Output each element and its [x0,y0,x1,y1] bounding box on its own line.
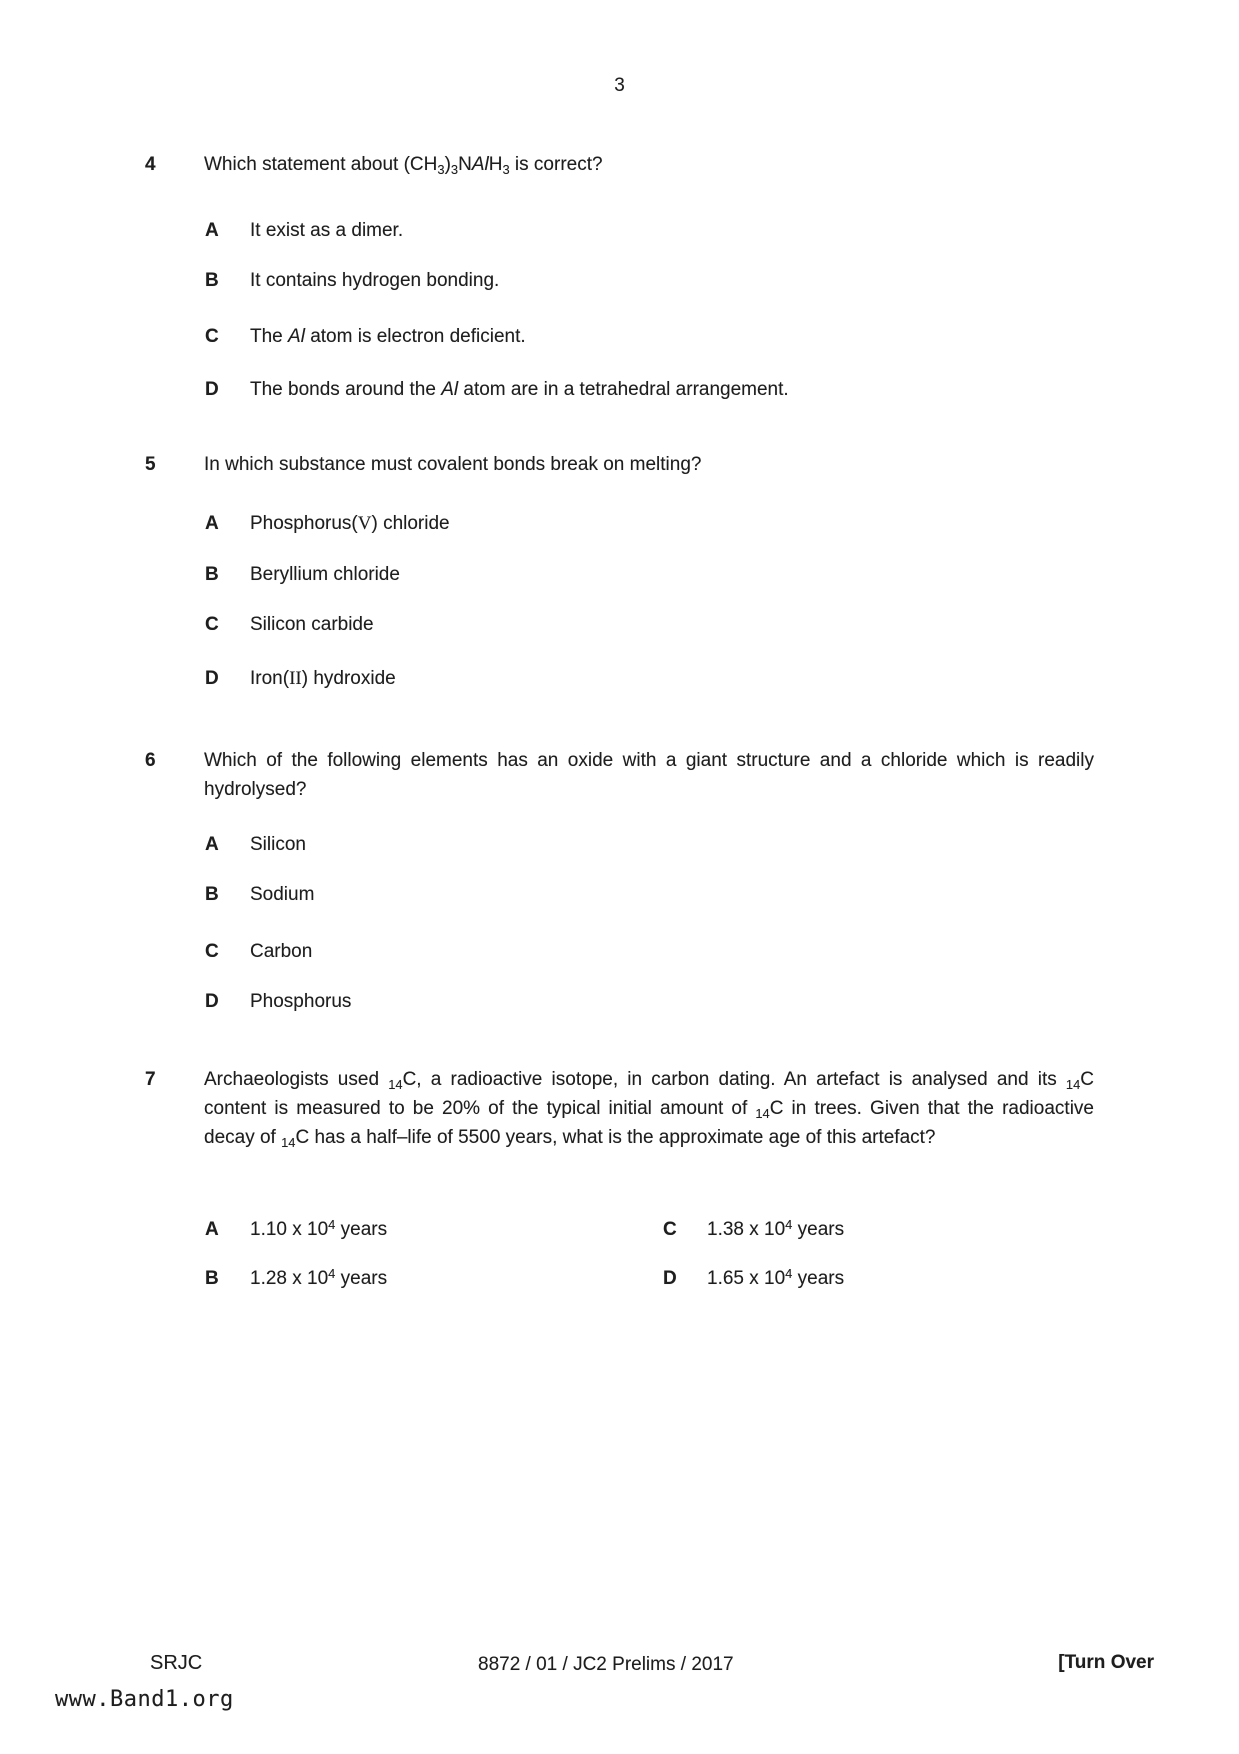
option-letter: A [205,513,219,534]
option-row [205,1218,1094,1242]
question-text: Archaeologists used $_{14}$C, a radioactive isotope, in carbon dating. An artefact is analysed and its $_{14}$C content is measured to be 20% of the typical initial amount of $_{14}$C in trees. Given that the radioactive decay of $_{14}$C has a half–life of 5500 years, what is the approximate age of this artefact? [204,1069,1094,1150]
option-row [205,990,1094,1014]
question-7 [145,1065,1094,1152]
option-row [205,1267,1094,1291]
page-number: 3 [614,75,625,96]
question-number: 5 [145,454,156,475]
option-row [205,269,1094,293]
option-text: Beryllium chloride [250,564,400,585]
option-text: Silicon carbide [250,614,374,635]
option-row [205,940,1094,964]
option-letter: D [205,991,219,1012]
option-letter: C [205,326,219,347]
option-text: 1.65 x $10^4$ years [707,1266,845,1289]
option-letter: C [663,1219,677,1240]
option-letter: D [663,1268,677,1289]
option-text: Sodium [250,884,315,905]
turn-over-label: [Turn Over [1058,1652,1154,1673]
question-6 [145,746,1094,804]
option-text: It exist as a dimer. [250,220,404,241]
option-row [205,833,1094,857]
option-row [205,325,1094,349]
option-letter: A [205,1219,219,1240]
question-number: 7 [145,1069,156,1090]
option-letter: D [205,379,219,400]
option-letter: B [205,564,219,585]
question-text: In which substance must covalent bonds break on melting? [204,454,702,475]
option-text: Phosphorus [250,991,352,1012]
option-row [205,613,1094,637]
option-text: The bonds around the Al atom are in a tetrahedral arrangement. [250,379,789,400]
option-letter: A [205,220,219,241]
option-text: 1.28 x $10^4$ years [250,1266,388,1289]
option-text: Carbon [250,941,313,962]
option-row [205,219,1094,243]
option-letter: B [205,270,219,291]
option-row [205,563,1094,587]
option-text: 1.38 x $10^4$ years [707,1217,845,1240]
option-text: The Al atom is electron deficient. [250,326,526,347]
option-text: 1.10 x $10^4$ years [250,1217,388,1240]
option-letter: B [205,1268,219,1289]
question-5 [145,453,1094,477]
question-text: Which statement about $(CH_3)_3NAlH_3$ is correct? [204,154,603,177]
option-row [205,512,1094,536]
option-letter: A [205,834,219,855]
question-number: 4 [145,154,156,175]
option-letter: B [205,884,219,905]
option-letter: D [205,668,219,689]
question-number: 6 [145,750,156,771]
option-letter: C [205,614,219,635]
option-row [205,378,1094,402]
footer-website: www.Band1.org [55,1687,234,1712]
question-text: Which of the following elements has an oxide with a giant structure and a chloride which is readily hydrolysed? [204,750,1094,800]
option-text: Silicon [250,834,306,855]
option-text: It contains hydrogen bonding. [250,270,500,291]
option-letter: C [205,941,219,962]
option-text: Phosphorus(V) chloride [250,513,450,534]
footer-school-name: SRJC [150,1652,203,1674]
option-row [205,667,1094,691]
option-row [205,883,1094,907]
option-text: Iron(II) hydroxide [250,668,396,689]
question-4 [145,153,1094,177]
footer-paper-ref: 8872 / 01 / JC2 Prelims / 2017 [478,1654,734,1675]
